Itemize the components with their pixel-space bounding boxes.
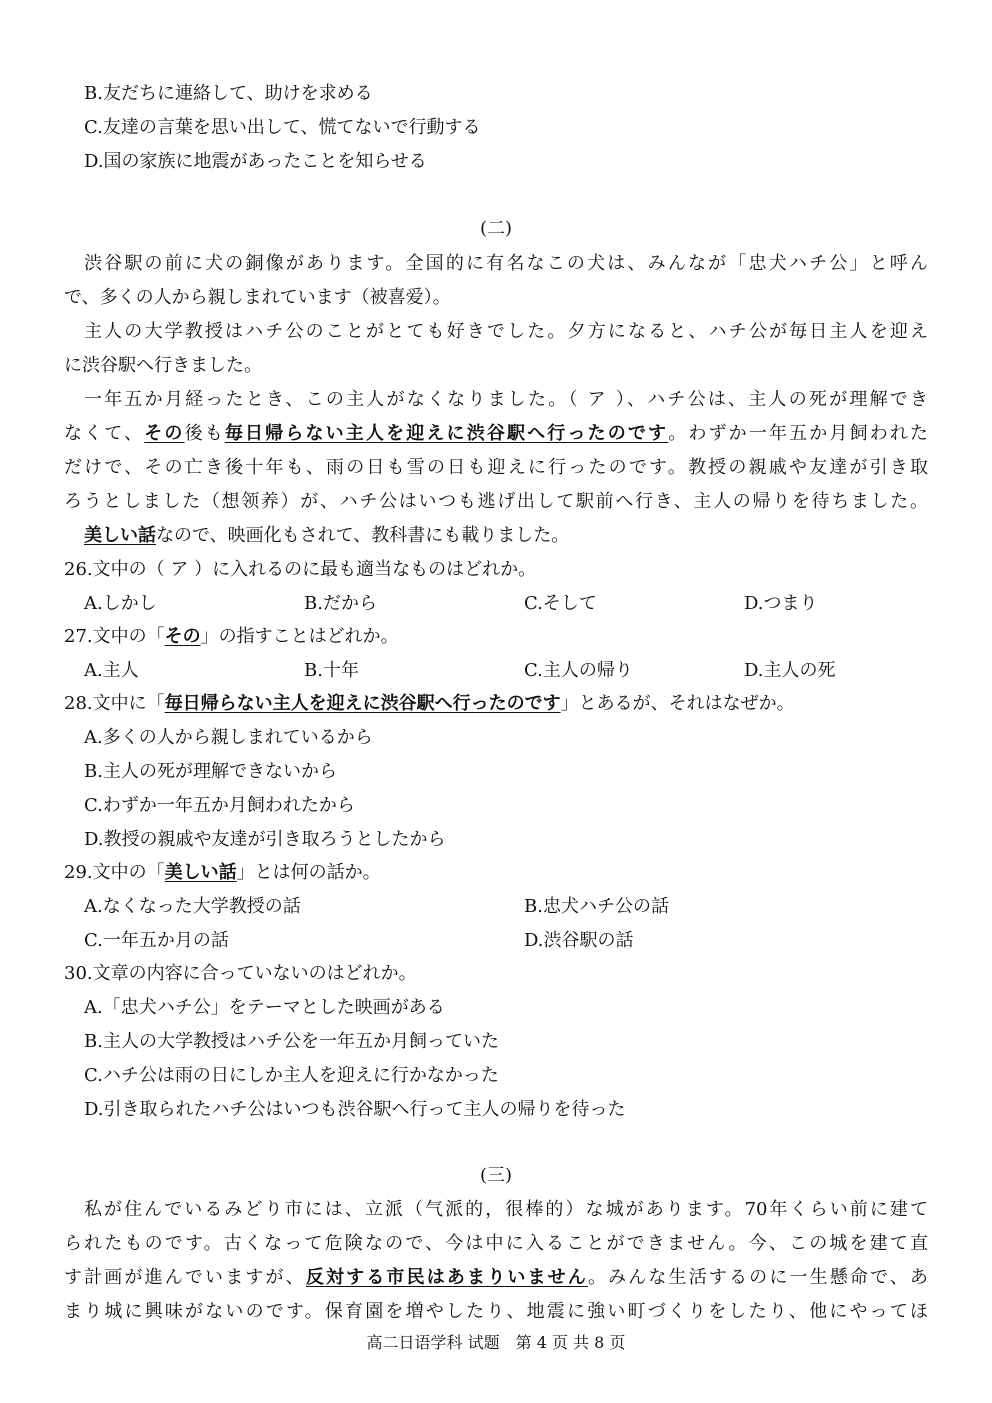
q29-option-b: B.忠犬ハチ公の話 — [524, 896, 669, 917]
q28-option-b: B.主人の死が理解できないから — [84, 761, 337, 782]
underlined-phrase-mainichi: 毎日帰らない主人を迎えに渋谷駅へ行ったのです — [224, 423, 669, 444]
prev-option-d: D.国の家族に地震があったことを知らせる — [84, 151, 427, 172]
q27-option-d: D.主人の死 — [744, 660, 836, 681]
section-2-heading: (二) — [479, 218, 513, 239]
question-28: 28.文中に「毎日帰らない主人を迎えに渋谷駅へ行ったのです」とあるが、それはなぜか。 — [64, 693, 795, 714]
q29-option-d: D.渋谷駅の話 — [524, 930, 634, 951]
passage-2-line-5: 一年五か月経ったとき、この主人がなくなりました。（ ア ）、ハチ公は、主人の死が理解でき — [84, 389, 928, 410]
passage-2-line-3: 主人の大学教授はハチ公のことがとても好きでした。夕方になると、ハチ公が毎日主人を迎え — [84, 321, 928, 342]
passage-2-line-7: だけで、その亡き後十年も、雨の日も雪の日も迎えに行ったのです。教授の親戚や友達が引き取 — [64, 457, 928, 478]
passage-3-line-1: 私が住んでいるみどり市には、立派（气派的，很棒的）な城があります。70年くらい前に建て — [84, 1199, 928, 1220]
q27-option-b: B.十年 — [304, 660, 359, 681]
underlined-utsukushii-hanashi: 美しい話 — [84, 525, 156, 546]
passage-3-line-3: す計画が進んでいますが、反対する市民はあまりいません。みんな生活するのに一生懸命で、あ — [64, 1267, 929, 1288]
underlined-hantai: 反対する市民はあまりいません — [305, 1267, 588, 1288]
q26-option-d: D.つまり — [744, 593, 818, 614]
passage-3-line-4: まり城に興味がないのです。保育園を増やしたり、地震に強い町づくりをしたり、他にやってほ — [64, 1301, 928, 1322]
question-26: 26.文中の（ ア ）に入れるのに最も適当なものはどれか。 — [64, 559, 537, 580]
passage-3-line-2: られたものです。古くなって危険なので、今は中に入ることができません。今、この城を建て直 — [64, 1233, 928, 1254]
q29-option-a: A.なくなった大学教授の話 — [84, 896, 301, 917]
prev-option-b: B.友だちに連絡して、助けを求める — [84, 83, 373, 104]
section-3-heading: (三) — [479, 1165, 513, 1186]
q26-option-c: C.そして — [524, 593, 597, 614]
prev-option-c: C.友達の言葉を思い出して、慌てないで行動する — [84, 117, 481, 138]
passage-2-line-9: 美しい話なので、映画化もされて、教科書にも載りました。 — [84, 525, 570, 546]
passage-2-line-8: ろうとしました（想领养）が、ハチ公はいつも逃げ出して駅前へ行き、主人の帰りを待ちました。 — [64, 491, 928, 512]
passage-2-line-4: に渋谷駅へ行きました。 — [64, 355, 262, 376]
question-30: 30.文章の内容に合っていないのはどれか。 — [64, 963, 417, 984]
q28-option-d: D.教授の親戚や友達が引き取ろうとしたから — [84, 829, 446, 850]
q26-option-b: B.だから — [304, 593, 377, 614]
passage-2-line-6: なくて、その後も毎日帰らない主人を迎えに渋谷駅へ行ったのです。わずか一年五か月飼われた — [64, 423, 929, 444]
q29-option-c: C.一年五か月の話 — [84, 930, 229, 951]
page-footer: 高二日语学科 试题 第 4 页 共 8 页 — [366, 1333, 626, 1352]
q30-option-c: C.ハチ公は雨の日にしか主人を迎えに行かなかった — [84, 1065, 499, 1086]
question-29: 29.文中の「美しい話」とは何の話か。 — [64, 862, 381, 883]
q30-option-d: D.引き取られたハチ公はいつも渋谷駅へ行って主人の帰りを待った — [84, 1099, 626, 1120]
underlined-sono: その — [144, 423, 185, 444]
passage-2-line-2: で、多くの人から親しまれています（被喜爱）。 — [64, 287, 451, 308]
q28-option-a: A.多くの人から親しまれているから — [84, 727, 373, 748]
q27-option-c: C.主人の帰り — [524, 660, 633, 681]
q27-option-a: A.主人 — [84, 660, 139, 681]
q26-option-a: A.しかし — [84, 593, 157, 614]
q28-option-c: C.わずか一年五か月飼われたから — [84, 795, 355, 816]
passage-2-line-1: 渋谷駅の前に犬の銅像があります。全国的に有名なこの犬は、みんなが「忠犬ハチ公」と呼ん — [84, 253, 928, 274]
q30-option-a: A.「忠犬ハチ公」をテーマとした映画がある — [84, 997, 445, 1018]
question-27: 27.文中の「その」の指すことはどれか。 — [64, 626, 399, 647]
q30-option-b: B.主人の大学教授はハチ公を一年五か月飼っていた — [84, 1031, 499, 1052]
